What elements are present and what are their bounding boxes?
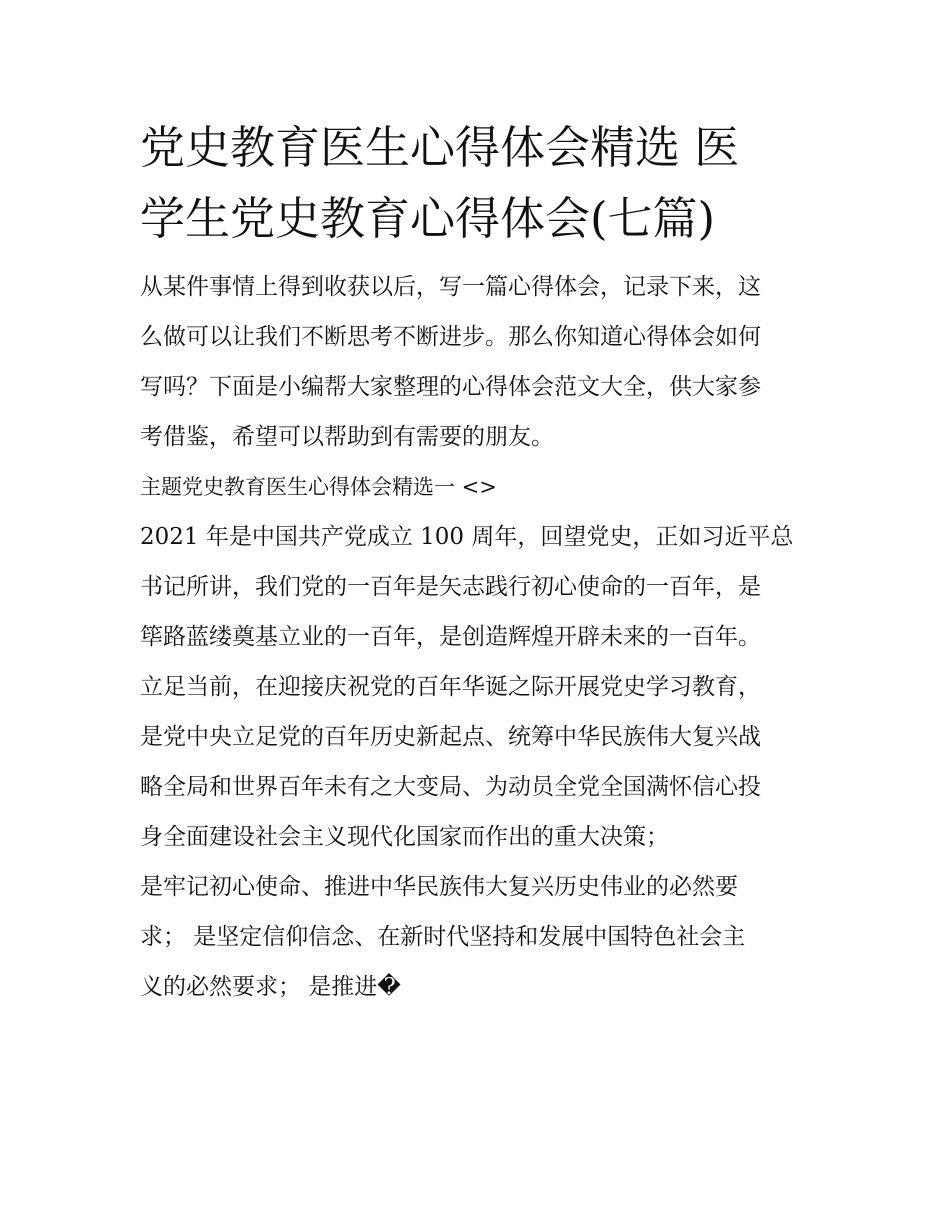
- title-line: 学生党史教育心得体会(七篇): [140, 192, 716, 245]
- document-content: [140, 112, 820, 1012]
- body-line: 义的必然要求； 是推进�: [140, 974, 401, 1000]
- body-paragraph-2: [140, 862, 820, 1012]
- intro-line: 从某件事情上得到收获以后，写一篇心得体会，记录下来，这: [140, 274, 761, 300]
- body-line: 2021 年是中国共产党成立 100 周年，回望党史，正如习近平总: [140, 524, 794, 550]
- intro-line: 考借鉴，希望可以帮助到有需要的朋友。: [140, 424, 554, 450]
- document-title: [140, 112, 820, 254]
- body-line: 是党中央立足党的百年历史新起点、统筹中华民族伟大复兴战: [140, 724, 761, 750]
- intro-line: 么做可以让我们不断思考不断进步。那么你知道心得体会如何: [140, 324, 761, 350]
- body-line: 书记所讲，我们党的一百年是矢志践行初心使命的一百年，是: [140, 574, 761, 600]
- intro-line: 写吗？下面是小编帮大家整理的心得体会范文大全，供大家参: [140, 374, 761, 400]
- section-heading: 主题党史教育医生心得体会精选一 <>: [140, 475, 497, 499]
- body-line: 求； 是坚定信仰信念、在新时代坚持和发展中国特色社会主: [140, 924, 746, 950]
- body-line: 是牢记初心使命、推进中华民族伟大复兴历史伟业的必然要: [140, 874, 738, 900]
- body-line: 身全面建设社会主义现代化国家而作出的重大决策；: [140, 824, 669, 850]
- intro-paragraph: [140, 262, 820, 462]
- body-line: 略全局和世界百年未有之大变局、为动员全党全国满怀信心投: [140, 774, 761, 800]
- body-line: 筚路蓝缕奠基立业的一百年，是创造辉煌开辟未来的一百年。: [140, 624, 761, 650]
- body-line: 立足当前，在迎接庆祝党的百年华诞之际开展党史学习教育，: [140, 674, 761, 700]
- body-paragraph-1: [140, 512, 820, 862]
- title-line: 党史教育医生心得体会精选 医: [140, 121, 740, 174]
